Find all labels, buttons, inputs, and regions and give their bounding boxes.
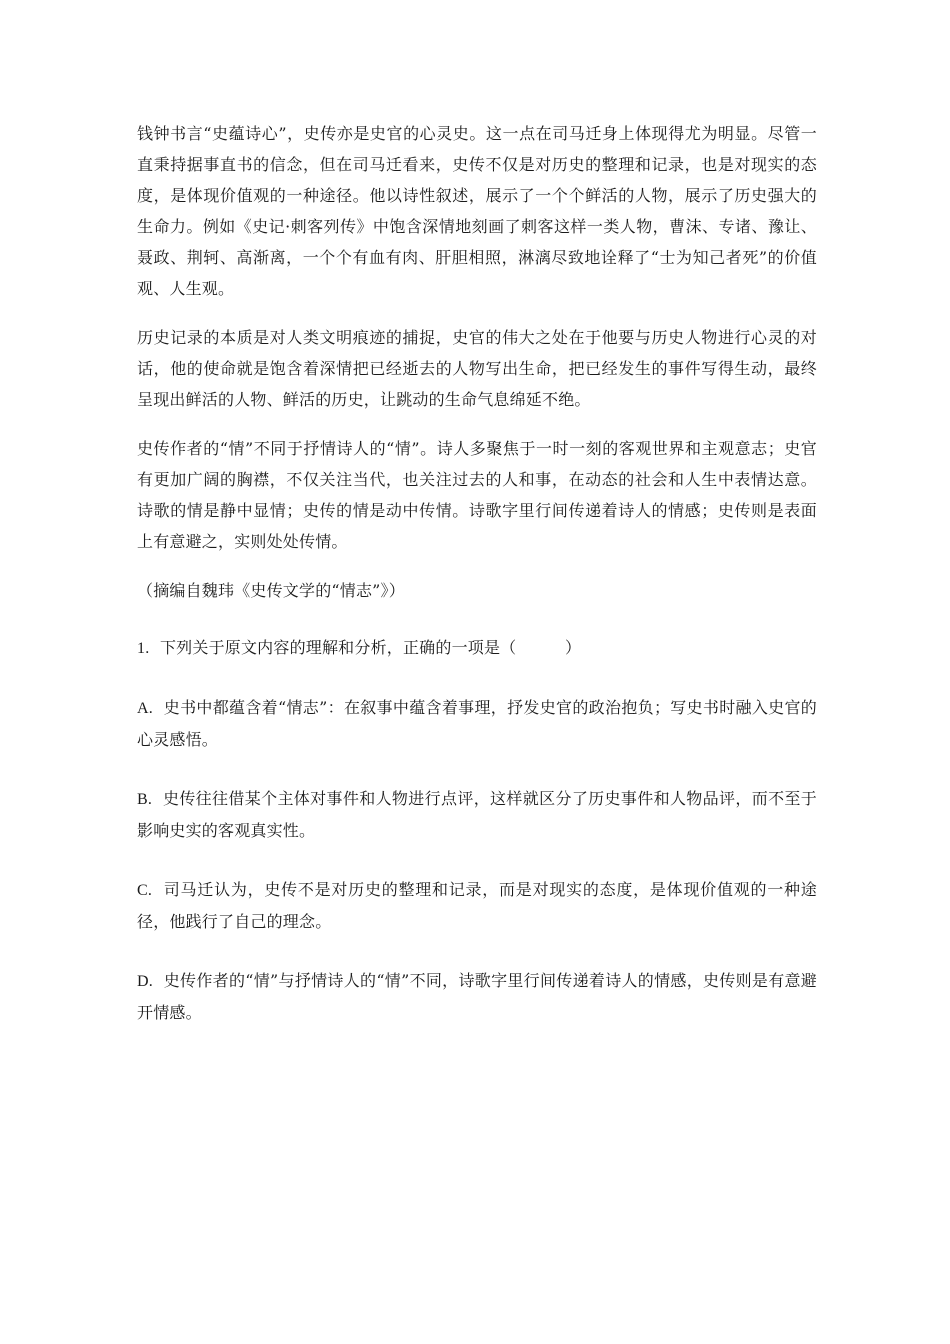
question-stem-text: 下列关于原文内容的理解和分析，正确的一项是（ ） xyxy=(159,638,582,657)
option-label: B. xyxy=(137,791,153,808)
option-label: D. xyxy=(137,973,153,990)
question-stem xyxy=(137,632,817,664)
option-text: 司马迁认为，史传不是对历史的整理和记录，而是对现实的态度，是体现价值观的一种途径，他践行了自己的理念。 xyxy=(137,880,817,931)
document-content xyxy=(137,118,817,1056)
option-b xyxy=(137,783,817,846)
option-text: 史传作者的“情”与抒情诗人的“情”不同，诗歌字里行间传递着诗人的情感，史传则是有意避开情感。 xyxy=(137,971,817,1022)
option-label: C. xyxy=(137,882,153,899)
option-label: A. xyxy=(137,700,153,717)
option-d xyxy=(137,965,817,1028)
option-text: 史传往往借某个主体对事件和人物进行点评，这样就区分了历史事件和人物品评，而不至于影响史实的客观真实性。 xyxy=(137,789,817,840)
option-c xyxy=(137,874,817,937)
option-a xyxy=(137,692,817,755)
option-text: 史书中都蕴含着“情志”：在叙事中蕴含着事理，抒发史官的政治抱负；写史书时融入史官的心灵感悟。 xyxy=(137,698,817,749)
article-paragraph-1: 钱钟书言“史蕴诗心”，史传亦是史官的心灵史。这一点在司马迁身上体现得尤为明显。尽管一直秉持据事直书的信念，但在司马迁看来，史传不仅是对历史的整理和记录，也是对现实的态度，是体现价值观的一种途径。他以诗性叙述，展示了一个个鲜活的人物，展示了历史强大的生命力。例如《史记·刺客列传》中饱含深情地刻画了刺客这样一类人物，曹沫、专诸、豫让、聂政、荆轲、高渐离，一个个有血有肉、肝胆相照，淋漓尽致地诠释了“士为知己者死”的价值观、人生观。 xyxy=(137,124,817,298)
article-paragraph-2: 历史记录的本质是对人类文明痕迹的捕捉，史官的伟大之处在于他要与历史人物进行心灵的对话，他的使命就是饱含着深情把已经逝去的人物写出生命，把已经发生的事件写得生动，最终呈现出鲜活的人物、鲜活的历史，让跳动的生命气息绵延不绝。 xyxy=(137,328,817,409)
question-number: 1. xyxy=(137,640,150,657)
article-paragraph-3: 史传作者的“情”不同于抒情诗人的“情”。诗人多聚焦于一时一刻的客观世界和主观意志；史官有更加广阔的胸襟，不仅关注当代，也关注过去的人和事，在动态的社会和人生中表情达意。诗歌的情是静中显情；史传的情是动中传情。诗歌字里行间传递着诗人的情感；史传则是表面上有意避之，实则处处传情。 xyxy=(137,439,817,551)
article-source: （摘编自魏玮《史传文学的“情志”》） xyxy=(137,581,405,600)
